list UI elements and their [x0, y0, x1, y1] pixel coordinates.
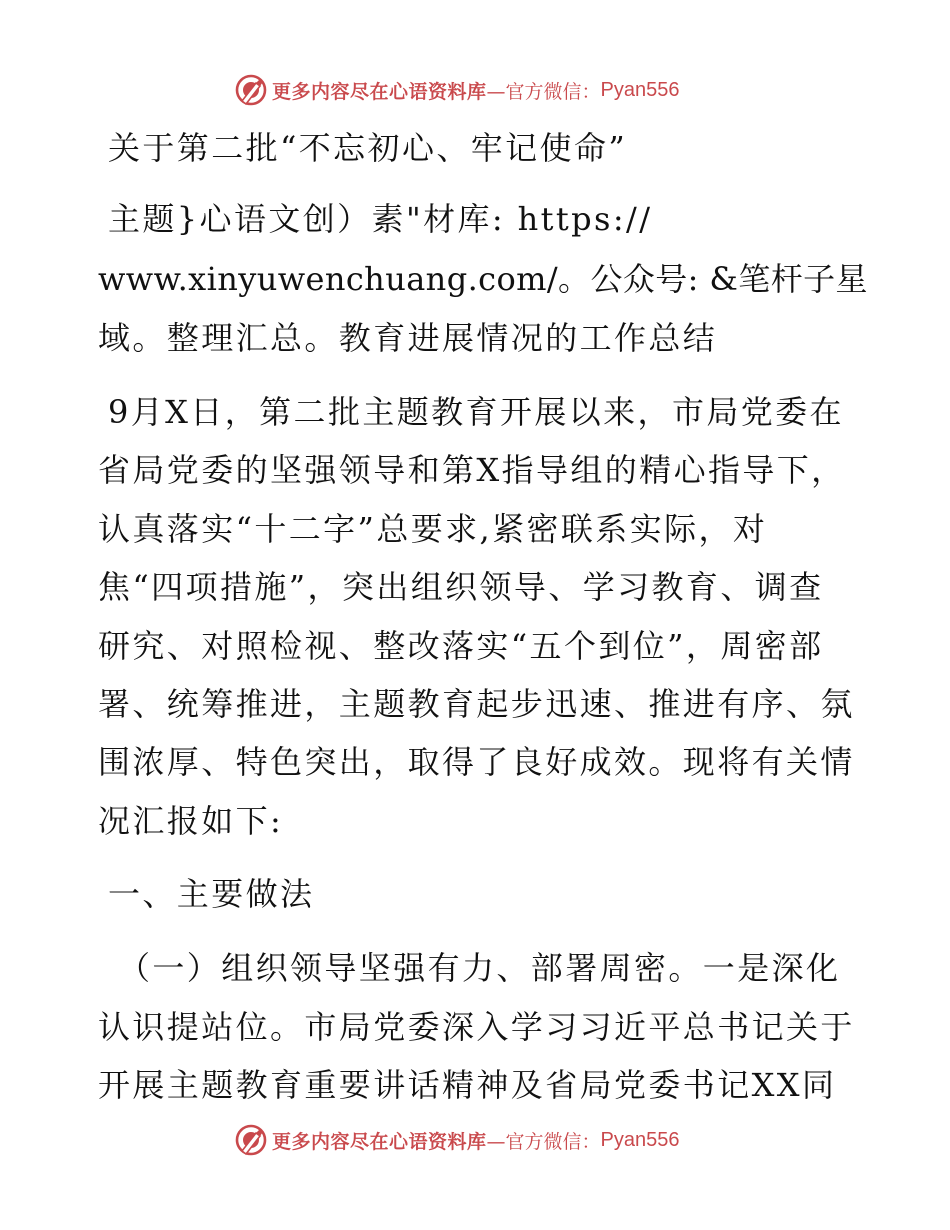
intro-line-7: 围浓厚、特色突出，取得了良好成效。现将有关情: [98, 743, 855, 781]
intro-line-2: 省局党委的坚强领导和第X指导组的精心指导下，: [98, 451, 846, 489]
intro-line-1: 9月X日，第二批主题教育开展以来，市局党委在: [108, 393, 844, 431]
section-line-1: （一）组织领导坚强有力、部署周密。一是深化: [118, 949, 841, 987]
banner-account: Pyan556: [600, 78, 680, 101]
footer-banner: [234, 1120, 680, 1160]
banner-official-label: —官方微信：: [486, 80, 601, 103]
section-heading: 一、主要做法: [108, 875, 315, 913]
intro-line-5: 研究、对照检视、整改落实“五个到位”，周密部: [98, 627, 824, 665]
pen-logo-icon: [234, 73, 268, 107]
intro-line-4: 焦“四项措施”，突出组织领导、学习教育、调查: [98, 568, 824, 606]
intro-line-3: 认真落实“十二字”总要求,紧密联系实际，对: [98, 510, 768, 548]
section-line-3: 开展主题教育重要讲话精神及省局党委书记XX同: [98, 1066, 837, 1104]
title-line-2: 主题}心语文创）素"材库: https://: [108, 200, 653, 238]
title-line-4: 域。整理汇总。教育进展情况的工作总结: [98, 319, 718, 357]
banner-slogan: 更多内容尽在心语资料库: [272, 1130, 487, 1153]
pen-logo-icon: [234, 1123, 268, 1157]
banner-official-label: —官方微信：: [486, 1130, 601, 1153]
banner-slogan: 更多内容尽在心语资料库: [272, 80, 487, 103]
header-banner: [234, 70, 680, 110]
intro-line-6: 署、统筹推进，主题教育起步迅速、推进有序、氛: [98, 685, 855, 723]
section-line-2: 认识提站位。市局党委深入学习习近平总书记关于: [98, 1008, 855, 1046]
intro-line-8: 况汇报如下:: [98, 802, 284, 840]
title-line-3: www.xinyuwenchuang.com/。公众号: &笔杆子星: [98, 260, 868, 298]
title-line-1: 关于第二批“不忘初心、牢记使命”: [108, 129, 628, 167]
banner-account: Pyan556: [600, 1128, 680, 1151]
